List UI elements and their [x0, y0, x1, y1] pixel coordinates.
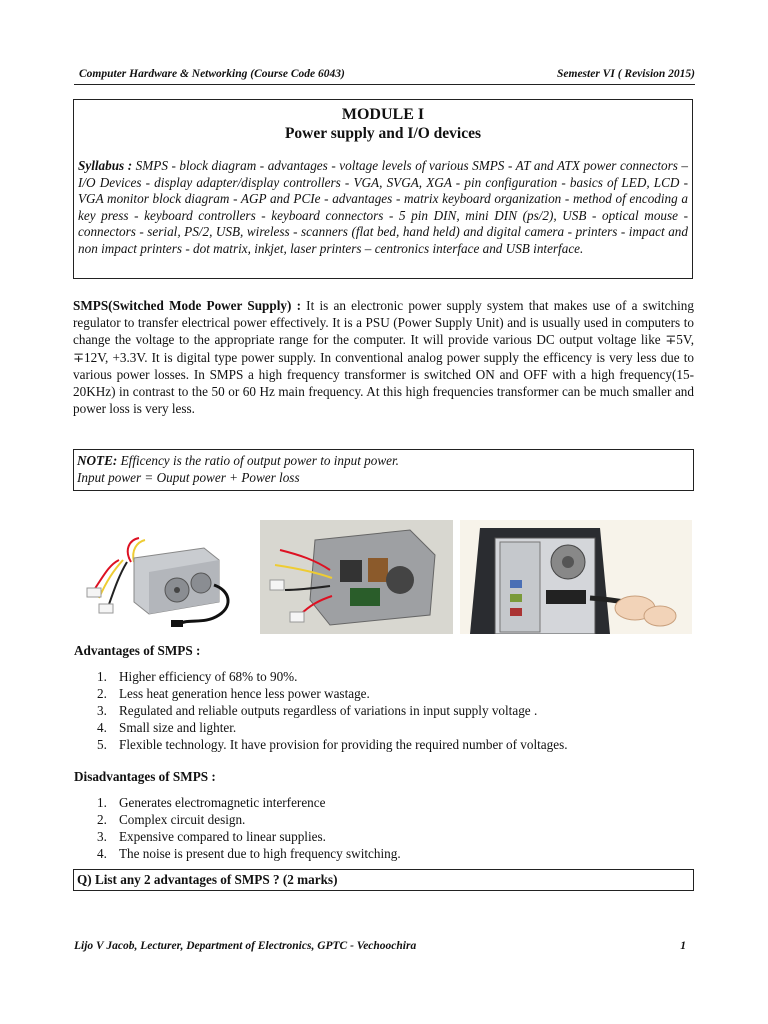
computer-back-photo — [460, 520, 692, 634]
course-title: Computer Hardware & Networking (Course Code 6043) — [79, 68, 345, 80]
note-box — [73, 449, 694, 491]
disadvantages-list — [97, 794, 401, 862]
list-item: 1. Higher efficiency of 68% to 90%. — [97, 669, 298, 684]
page-footer — [74, 940, 686, 952]
list-item: 3. Regulated and reliable outputs regardless of variations in input supply voltage . — [97, 703, 538, 718]
semester-label: Semester VI ( Revision 2015) — [557, 68, 695, 80]
note-line2: Input power = Ouput power + Power loss — [77, 469, 300, 485]
module-box — [73, 99, 693, 279]
syllabus-text — [78, 158, 688, 257]
list-item: 2. Complex circuit design. — [97, 812, 246, 827]
note-label: NOTE: — [77, 453, 118, 468]
module-title: MODULE I — [341, 106, 425, 123]
note-line1: Efficency is the ratio of output power to input power. — [117, 453, 399, 468]
psu-photo — [79, 520, 259, 634]
page-number: 1 — [680, 940, 686, 952]
open-psu-photo — [260, 520, 453, 634]
smps-paragraph — [73, 297, 694, 417]
list-item: 3. Expensive compared to linear supplies. — [97, 829, 326, 844]
smps-label: SMPS(Switched Mode Power Supply) : — [73, 298, 301, 313]
question-box: Q) List any 2 advantages of SMPS ? (2 marks) — [73, 869, 694, 891]
syllabus-label: Syllabus : — [78, 158, 133, 173]
list-item: 4. Small size and lighter. — [97, 720, 237, 735]
advantages-heading: Advantages of SMPS : — [74, 643, 201, 658]
list-item: 5. Flexible technology. It have provision for providing the required number of voltages. — [97, 737, 568, 752]
list-item: 2. Less heat generation hence less power wastage. — [97, 686, 370, 701]
module-subtitle: Power supply and I/O devices — [284, 125, 482, 142]
syllabus-body: SMPS - block diagram - advantages - voltage levels of various SMPS - AT and ATX power connectors – I/O Devices - display adapter/display controllers - VGA, SVGA, XGA - pin configuration - basics of LED, LCD - VGA monitor block diagram - AGP and PCIe - advantages - matrix keyboard organization - method of encoding a key press - keyboard controllers - keyboard connectors - 5 pin DIN, mini DIN (ps/2), USB - optical mouse - connectors - serial, PS/2, USB, wireless - scanners (flat bed, hand held) and digital camera - printers - impact and non impact printers - dot matrix, inkjet, laser printers – centronics interface and USB interface. — [78, 158, 689, 256]
author-line: Lijo V Jacob, Lecturer, Department of Electronics, GPTC - Vechoochira — [74, 940, 417, 952]
page-header — [74, 68, 695, 85]
advantages-list — [97, 668, 568, 753]
list-item: 4. The noise is present due to high frequency switching. — [97, 846, 401, 861]
smps-body: It is an electronic power supply system that makes use of a switching regulator to transfer electrical power effectively. It is a PSU (Power Supply Unit) and is usually used in computers to change the voltage to the appropriate range for the computer. It will provide various DC output voltage like ∓5V, ∓12V, +3.3V. It is digital type power supply. In conventional analog power supply the efficency is very less due to various power losses. In SMPS a high frequency transformer is switched ON and OFF with a high frequency(15-20KHz) in contrast to the 50 or 60 Hz main frequency. At this high frequencies transformer can be much smaller and power loss is very less. — [73, 298, 694, 417]
list-item: 1. Generates electromagnetic interference — [97, 795, 326, 810]
disadvantages-heading: Disadvantages of SMPS : — [74, 769, 216, 784]
